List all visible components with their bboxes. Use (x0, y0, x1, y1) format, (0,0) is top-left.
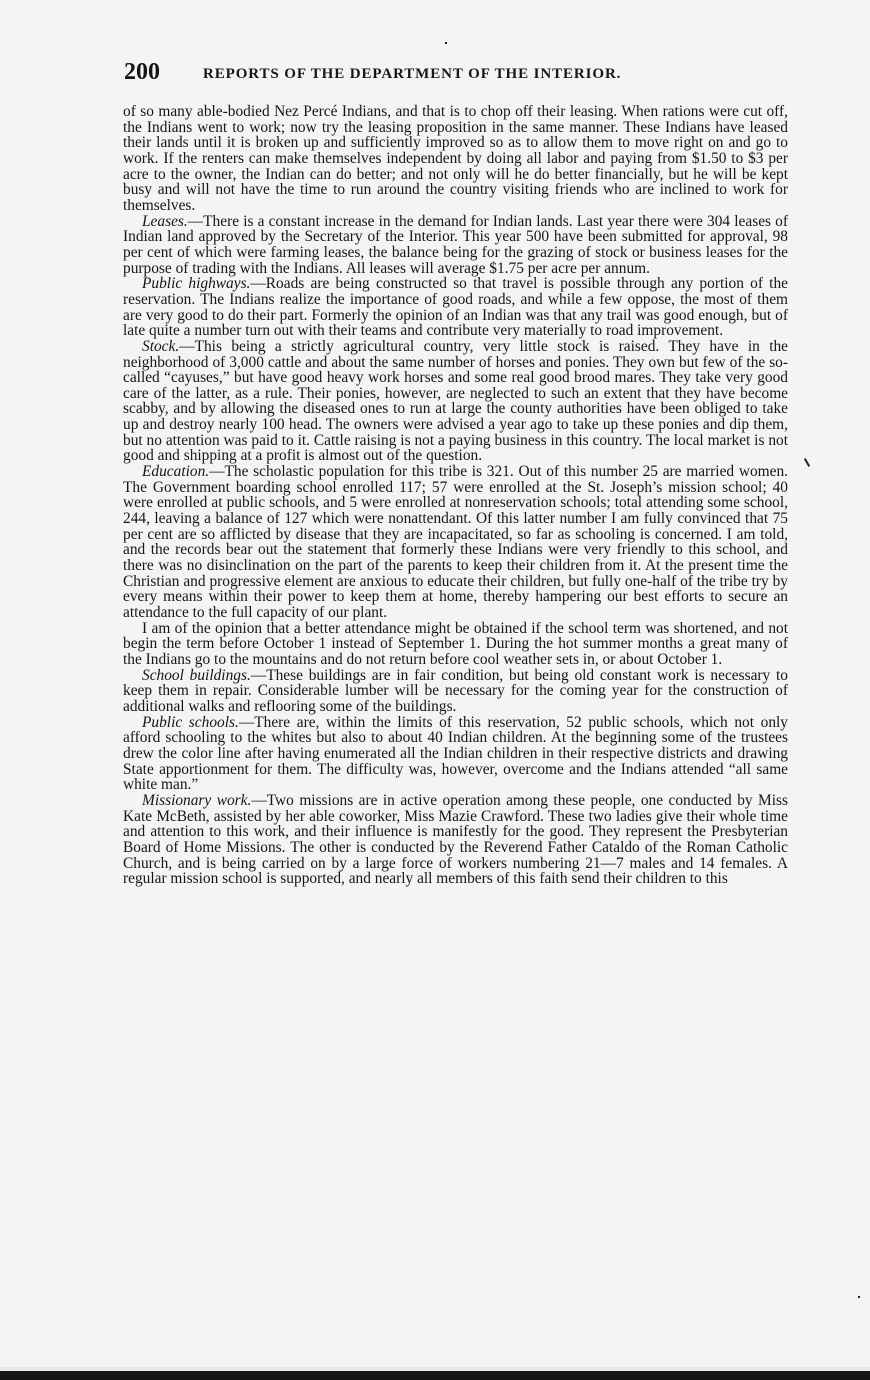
page-header (124, 58, 724, 88)
paragraph-text: —There is a constant increase in the demand for Indian lands. Last year there were 304 leases of Indian land approved by the Secretary of the Interior. This year 500 have been submitted for approval, 98 per cent of which were farming leases, the balance being for the grazing of stock or business leases for the purpose of trading with the Indians. All leases will average $1.75 per acre per annum. (123, 212, 788, 277)
paragraph-leasing-continued (123, 104, 788, 214)
paragraph-heading: Missionary work. (142, 791, 252, 809)
paragraph-heading: Stock. (142, 337, 180, 355)
paragraph-public-schools (123, 715, 788, 793)
paragraph-public-highways (123, 276, 788, 339)
paragraph-leases (123, 214, 788, 277)
scan-edge-bar (0, 1371, 870, 1380)
paragraph-text: —Two missions are in active operation among these people, one conducted by Miss Kate McBeth, assisted by her able coworker, Miss Mazie Crawford. These two ladies give their whole time and attention to this work, and their influence is manifestly for the good. They represent the Presbyterian Board of Home Missions. The other is conducted by the Reverend Father Cataldo of the Roman Catholic Church, and is being carried on by a large force of workers numbering 21—7 males and 14 females. A regular mission school is supported, and nearly all members of this faith send their children to this (123, 791, 788, 888)
paragraph-missionary-work (123, 793, 788, 887)
paragraph-school-buildings (123, 668, 788, 715)
paragraph-stock (123, 339, 788, 464)
paragraph-education (123, 464, 788, 621)
paragraph-heading: Leases. (142, 212, 188, 230)
paragraph-text: I am of the opinion that a better attendance might be obtained if the school term was shortened, and not begin the term before October 1 instead of September 1. During the hot summer months a great many of the Indians go to the mountains and do not return before cool weather sets in, or about October 1. (123, 619, 788, 668)
paragraph-text: —This being a strictly agricultural country, very little stock is raised. They have in the neighborhood of 3,000 cattle and about the same number of horses and ponies. They own but few of the so-called “cayuses,” but have good heavy work horses and some real good brood mares. They take very good care of the latter, as a rule. Their ponies, however, are neglected to such an extent that they have become scabby, and by allowing the diseased ones to run at large the county authorities have been obliged to take up and destroy nearly 100 head. The owners were advised a year ago to take up these ponies and dip them, but no attention was paid to it. Cattle raising is not a paying business in this country. The local market is not good and shipping at a profit is almost out of the question. (123, 337, 788, 465)
page-number: 200 (124, 59, 160, 85)
paragraph-heading: Public schools. (142, 713, 239, 731)
paragraph-text: —The scholastic population for this tribe is 321. Out of this number 25 are married women. The Government boarding school enrolled 117; 57 were enrolled at the St. Joseph’s mission school; 40 were enrolled at public schools, and 5 were enrolled at nonreservation schools; total attending some school, 244, leaving a balance of 127 which were nonattendant. Of this latter number I am fully convinced that 75 per cent are so afflicted by disease that they are incapacitated, so far as schooling is concerned. I am told, and the records bear out the statement that formerly these Indians were very friendly to this school, and there was no disinclination on the part of the parents to keep their children from it. At the present time the Christian and progressive element are anxious to educate their children, but fully one-half of the tribe try by every means within their power to keep them at home, thereby hampering our best efforts to secure an attendance to the full capacity of our plant. (123, 463, 788, 621)
running-head: REPORTS OF THE DEPARTMENT OF THE INTERIOR. (203, 66, 622, 82)
ink-speck (858, 1296, 860, 1298)
paragraph-heading: Public highways. (142, 275, 251, 293)
paragraph-heading: School buildings. (142, 666, 251, 684)
report-body (123, 104, 788, 887)
paragraph-text: —Roads are being constructed so that travel is possible through any portion of the reservation. The Indians realize the importance of good roads, and while a few oppose, the most of them are very good to do their part. Formerly the opinion of an Indian was that any trail was good enough, but of late quite a number turn out with their teams and contribute very materially to road improvement. (123, 275, 788, 340)
paragraph-text: —These buildings are in fair condition, but being old constant work is necessary to keep them in repair. Considerable lumber will be necessary for the coming year for the construction of additional walks and reflooring some of the buildings. (123, 666, 788, 715)
paragraph-text: —There are, within the limits of this reservation, 52 public schools, which not only afford schooling to the whites but also to about 40 Indian children. At the beginning some of the trustees drew the color line after having enumerated all the Indian children in their respective districts and drawing State apportionment for them. The difficulty was, however, overcome and the Indians attended “all same white man.” (123, 713, 788, 794)
ink-speck (804, 458, 810, 467)
paragraph-heading: Education. (142, 463, 210, 481)
ink-speck (445, 42, 447, 44)
paragraph-text: of so many able-bodied Nez Percé Indians, and that is to chop off their leasing. When rations were cut off, the Indians went to work; now try the leasing proposition in the same manner. These Indians have leased their lands until it is broken up and sufficiently improved so as to allow them to move right on and go to work. If the renters can make themselves independent by doing all labor and paying from $1.50 to $3 per acre to the owner, the Indian can do better; and not only will he do better financially, but he will be kept busy and will not have the time to run around the country visiting friends who are inclined to work for themselves. (123, 103, 788, 214)
paragraph-attendance-opinion (123, 621, 788, 668)
